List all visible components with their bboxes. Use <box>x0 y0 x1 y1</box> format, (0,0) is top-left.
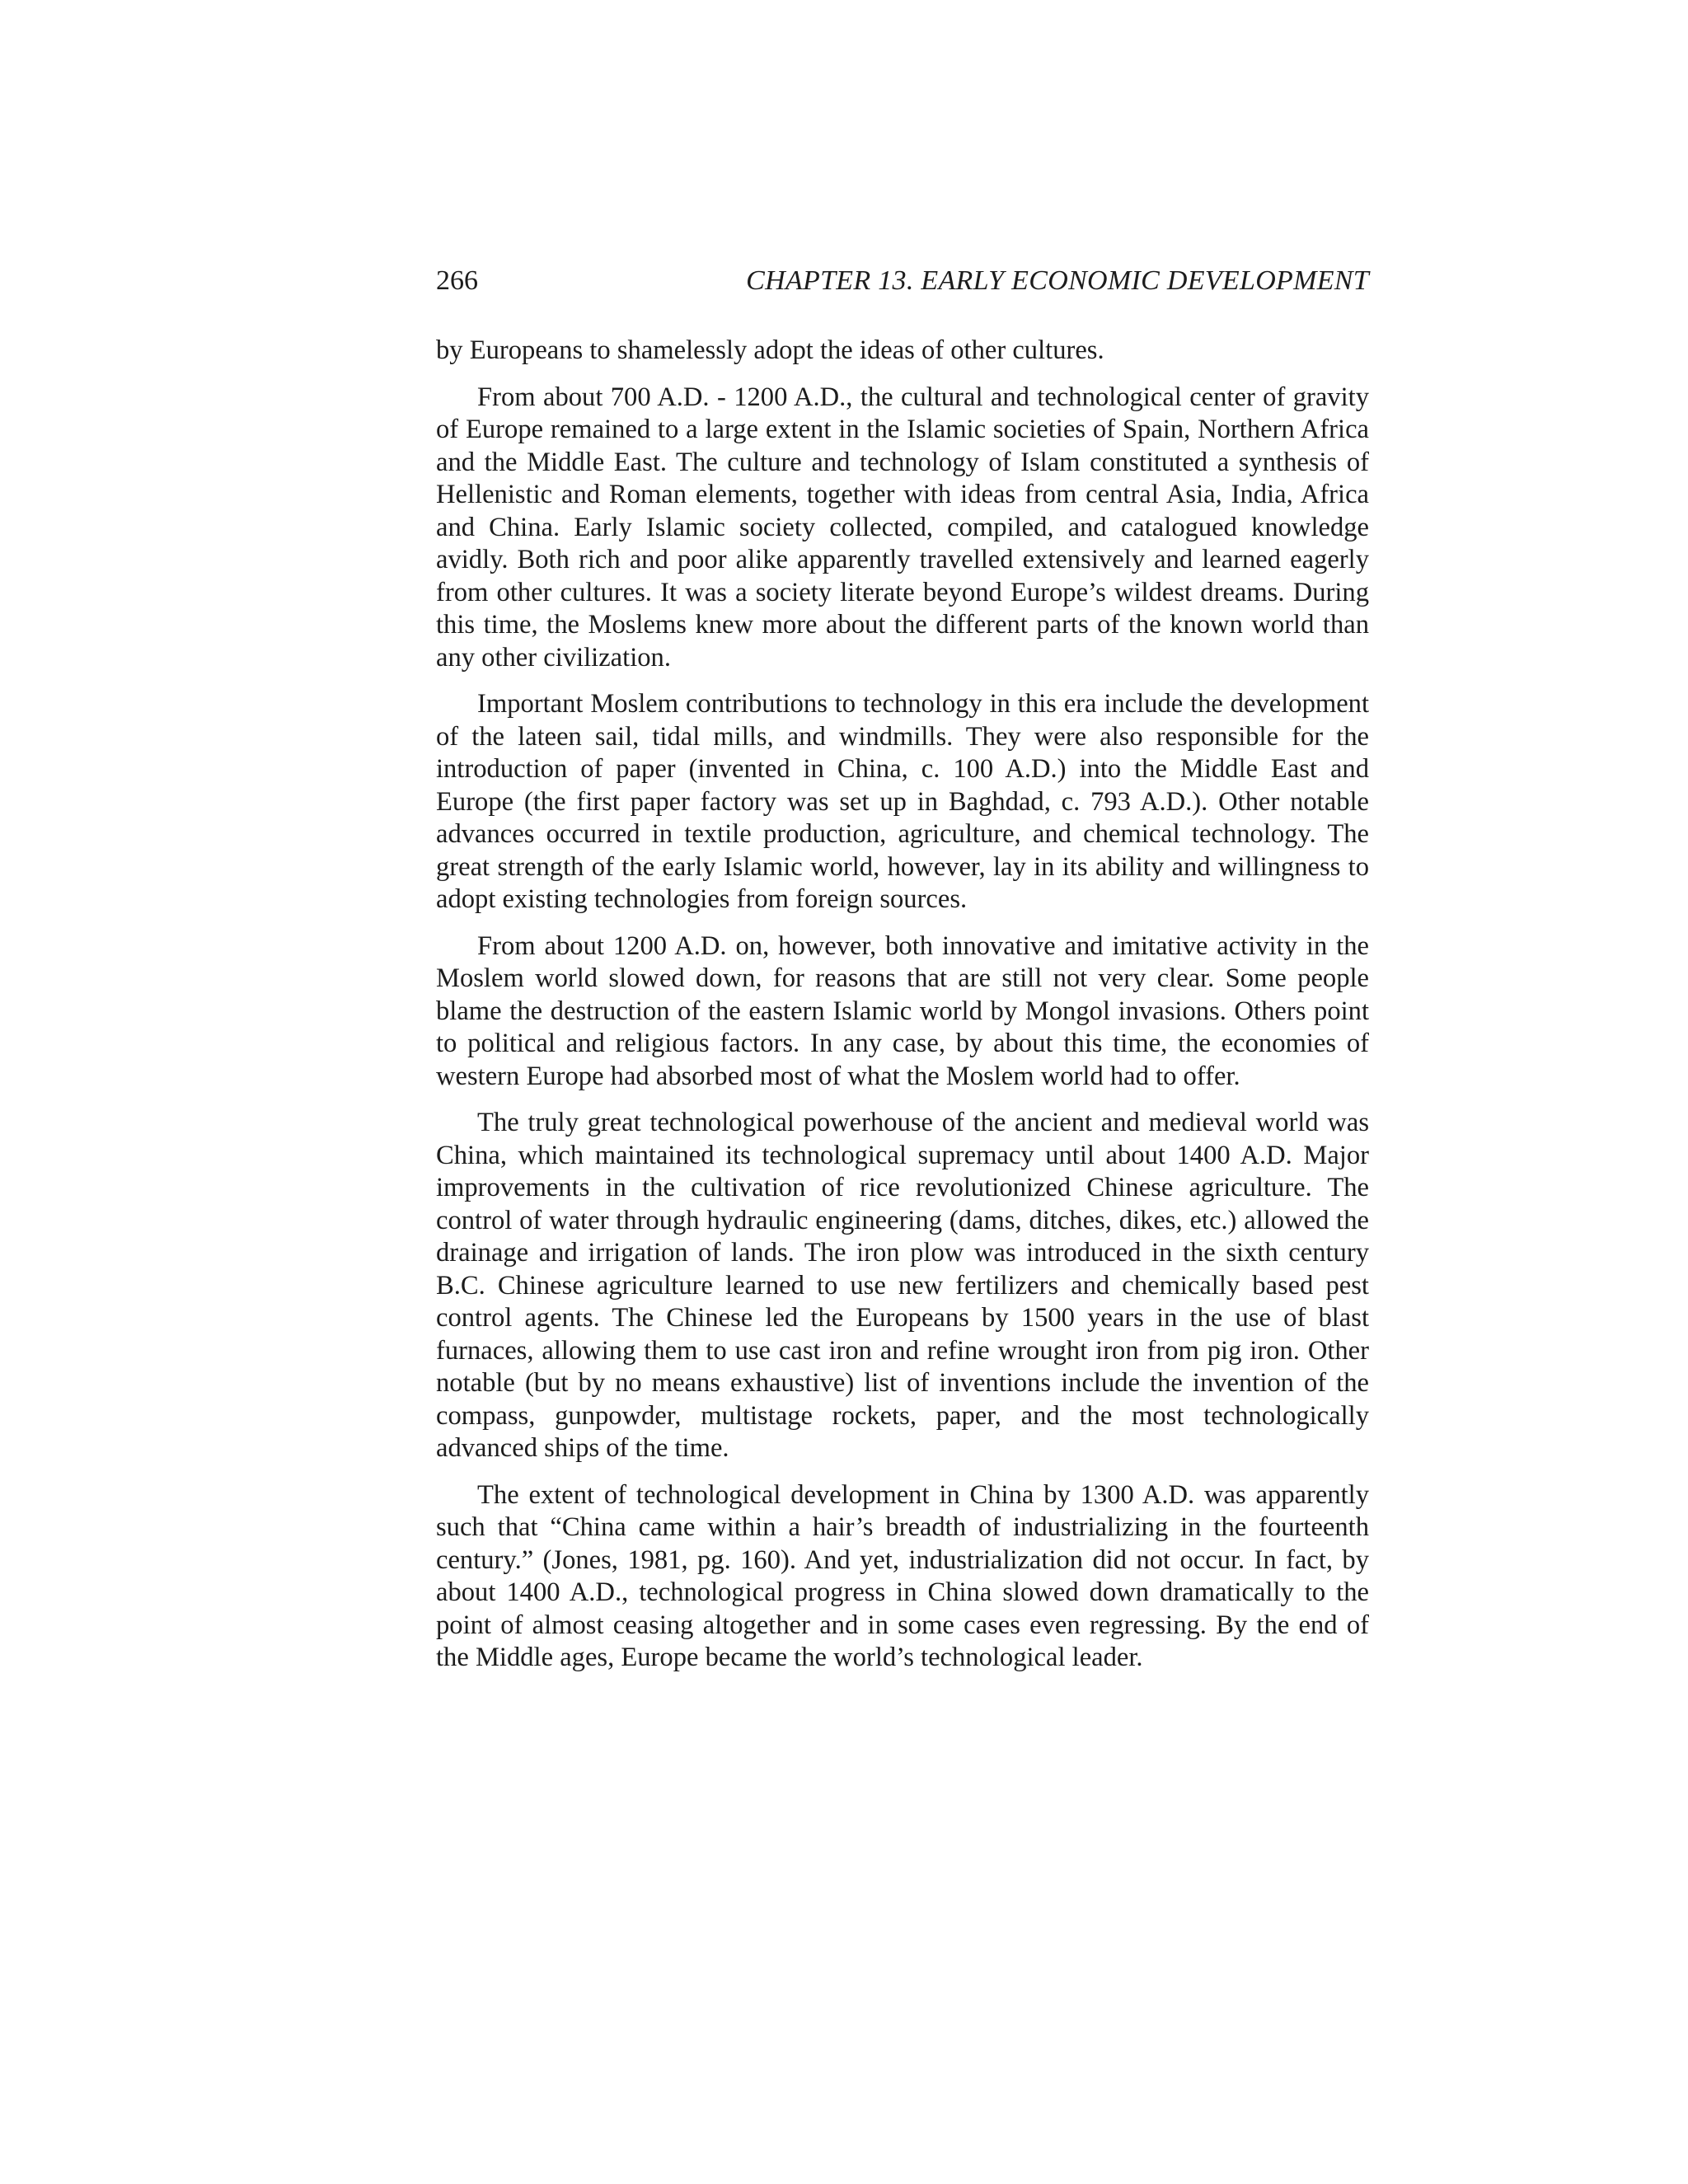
paragraph-moslem-contributions: Important Moslem contributions to technology in this era include the development of the lateen sail, tidal mills, and windmills. They were also responsible for the introduction of paper (invented in China, c. 100 A.D.) into the Middle East and Europe (the first paper factory was set up in Baghdad, c. 793 A.D.). Other notable advances occurred in textile production, agriculture, and chemical technology. The great strength of the early Islamic world, however, lay in its ability and willingness to adopt existing technologies from foreign sources. <box>436 689 1369 914</box>
paragraph-china-powerhouse: The truly great technological powerhouse of the ancient and medieval world was China, which maintained its technological supremacy until about 1400 A.D. Major improvements in the cultivation of rice revolutionized Chinese agriculture. The control of water through hydraulic engineering (dams, ditches, dikes, etc.) allowed the drainage and irrigation of lands. The iron plow was introduced in the sixth century B.C. Chinese agriculture learned to use new fertilizers and chemically based pest control agents. The Chinese led the Europeans by 1500 years in the use of blast furnaces, allowing them to use cast iron and refine wrought iron from pig iron. Other notable (but by no means exhaustive) list of inventions include the invention of the compass, gunpowder, multistage rockets, paper, and the most technologically advanced ships of the time. <box>436 1108 1369 1463</box>
paragraph-continued: by Europeans to shamelessly adopt the ideas of other cultures. <box>436 335 1104 365</box>
running-header <box>436 262 1369 300</box>
paragraph-china-decline: The extent of technological development in China by 1300 A.D. was apparently such that “China came within a hair’s breadth of industrializing in the fourteenth century.” (Jones, 1981, pg. 160). And yet, industrialization did not occur. In fact, by about 1400 A.D., technological progress in China slowed down dramatically to the point of almost ceasing altogether and in some cases even regressing. By the end of the Middle ages, Europe became the world’s technological leader. <box>436 1479 1369 1672</box>
body-text <box>436 335 1369 1675</box>
book-page <box>436 262 1369 1689</box>
paragraph-islamic-center: From about 700 A.D. - 1200 A.D., the cultural and technological center of gravity of Europe remained to a large extent in the Islamic societies of Spain, Northern Africa and the Middle East. The culture and technology of Islam constituted a synthesis of Hellenistic and Roman elements, together with ideas from central Asia, India, Africa and China. Early Islamic society collected, compiled, and catalogued knowledge avidly. Both rich and poor alike apparently travelled extensively and learned eagerly from other cultures. It was a society literate beyond Europe’s wildest dreams. During this time, the Moslems knew more about the different parts of the known world than any other civilization. <box>436 382 1369 673</box>
paragraph-moslem-slowdown: From about 1200 A.D. on, however, both innovative and imitative activity in the Moslem world slowed down, for reasons that are still not very clear. Some people blame the destruction of the eastern Islamic world by Mongol invasions. Others point to political and religious factors. In any case, by about this time, the economies of western Europe had absorbed most of what the Moslem world had to offer. <box>436 930 1369 1091</box>
page-number: 266 <box>436 265 478 296</box>
chapter-title: CHAPTER 13. EARLY ECONOMIC DEVELOPMENT <box>746 265 1369 296</box>
